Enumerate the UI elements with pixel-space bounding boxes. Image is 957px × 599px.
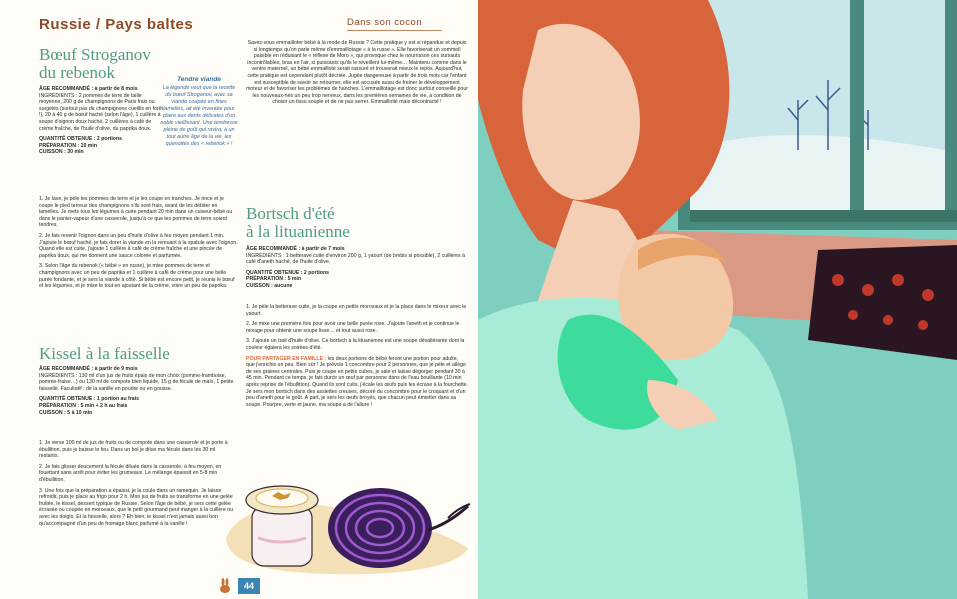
quantity: QUANTITÉ OBTENUE : 2 portions bbox=[246, 269, 329, 276]
age: ÂGE RECOMMANDÉ : à partir de 7 mois bbox=[246, 246, 345, 252]
recipe-title-bortsch bbox=[246, 205, 350, 241]
family-tip-label: POUR PARTAGER EN FAMILLE : bbox=[246, 355, 327, 362]
swaddling-article bbox=[246, 40, 468, 110]
title-line: Bœuf Stroganov bbox=[39, 45, 151, 64]
side-note-title: Tendre viande bbox=[177, 76, 221, 83]
page-number: 44 bbox=[238, 578, 260, 594]
cook: CUISSON : aucune bbox=[246, 282, 293, 289]
step: 1. Je pèle la betterave cuite, je la coupe en petits morceaux et je la place dans le mixeur avec le yaourt. bbox=[246, 304, 467, 317]
side-note-text: La légende veut que la recette du bœuf Stroganov, avec sa viande coupée en fines lamelles, ait été inventée pour plaire aux dents délicates d'un noble vieillissant. Une tendresse pleine de goût qui ravira, à un tout autre âge de la vie, les quenottes des « rebenok » ! bbox=[160, 85, 238, 147]
ingredients: INGRÉDIENTS : 1 betterave cuite d'environ 200 g, 1 yaourt (de brebis si possible), 2 cuillères à café d'aneth haché, de l'huile d'olive. bbox=[246, 252, 465, 266]
step: 1. Je verse 100 ml de jus de fruits ou de compote dans une casserole et je porte à ébullition, puis je baisse le feu. Dans un bol je dilue ma fécule dans les 30 ml restants. bbox=[39, 440, 228, 460]
cook: CUISSON : 30 min bbox=[39, 149, 84, 156]
step: 3. Une fois que la préparation a épaissi, je la coule dans un ramequin. Je laisse refroidir, puis je place au frigo pour 2 h. Mon jus de fruits se transforme en une gelée fruitée, le kissel, dessert typique de Russie. Selon l'âge de bébé, je sers cette gelée écrasée ou coupée en morceaux, que le petit gourmand peut manger à la cuillère ou avec les doigts. Et la faisselle, alors ? Eh bien, le kissel n'est jamais aussi bon qu'accompagné d'un peu de fromage blanc parfumé à la vanille ! bbox=[39, 487, 234, 527]
step: 2. Je fais revenir l'oignon dans un peu d'huile d'olive à feu moyen pendant 1 min. J'ajoute le bœuf haché, je fais dorer la viande en la remuant à la spatule avec l'oignon. Quand elle est cuite, j'ajoute 1 cuillère à café de crème fraîche et une pincée de paprika doux, qui me donnent une sauce colorée et parfumée. bbox=[39, 232, 238, 259]
age: ÂGE RECOMMANDÉ : à partir de 9 mois bbox=[39, 366, 138, 372]
step: 3. J'ajoute un trait d'huile d'olive. Ce bortsch à la lituanienne est une soupe désaltérante dont la couleur égaiera les soirées d'été. bbox=[246, 338, 465, 351]
step: 2. Je fais glisser doucement la fécule diluée dans la casserole, à feu moyen, en fouettant sans arrêt pour éviter les grumeaux. Le mélange épaissit en 5-8 min d'ébullition. bbox=[39, 463, 222, 483]
family-tip-text: les deux portions de bébé feront une portion pour adulte, que j'enrichis un peu. Bien sûr ! Je prévois 1 concombre pour 2 personnes, que je pèle et allège de ses graines centrales. Puis je coupe en petits cubes, je sale et laisse dégorger pendant 30 à 45 min. Pendant ce temps, je fais durcir un œuf par personne dans de l'eau bouillante (10 min après reprise de l'ébullition). Quand ils sont cuits, j'écale les œufs puis les écrase à la fourchette. Je sers mon bortsch dans des assiettes creuses, décoré du concombre pour le croquant et d'un peu d'aneth pour le goût. À part, je sers les œufs broyés, que chacun peut émietter dans sa soupe. Pourpre, verte et jaune, ma soupe a de l'allure ! bbox=[246, 355, 468, 408]
faisselle-pot-illustration bbox=[246, 486, 318, 566]
step: 3. Selon l'âge du rebenok (« bébé » en russe), je mixe pommes de terre et champignons avec un peu de paprika et 1 cuillère à café de crème pour une belle purée fondante, et je sers la viande à côté. Si bébé est encore petit, je réunis le bœuf et les légumes, et je mixe le tout en ajoutant de la crème, voire un peu de paprika. bbox=[39, 263, 235, 290]
prep: PRÉPARATION : 10 min bbox=[39, 142, 98, 149]
left-page bbox=[0, 0, 478, 599]
patterned-blanket bbox=[808, 245, 957, 360]
step: 1. Je lave, je pèle les pommes de terre et je les coupe en tranches. Je rince et je coupe le pied terreux des champignons s'ils sont frais, avant de les débiter en lamelles. Je mets tous les légumes à cuire pendant 20 min dans un cuiseur-bébé ou dans le panier-vapeur d'une casserole, jusqu'à ce que les pommes de terre soient tendres. bbox=[39, 196, 233, 229]
title-line: du rebenok bbox=[39, 63, 116, 82]
recipe-title-stroganov bbox=[39, 46, 151, 82]
title-line: Bortsch d'été bbox=[246, 204, 335, 223]
bortsch-steps bbox=[246, 304, 468, 412]
mother-and-baby-illustration bbox=[478, 0, 957, 599]
rabbit-icon bbox=[218, 578, 232, 594]
side-note bbox=[160, 76, 238, 148]
illustration-canvas bbox=[478, 0, 957, 599]
article-text: Savez-vous emmailloter bébé à la mode de Russie ? Cette pratique y est si répandue et depuis si longtemps qu'on parle même d'emmaillotage « à la russe ». Elle favoriserait un sommeil paisible en réduisant le « réflexe de Moro », qui provoque chez le nourrisson ces sursauts incontrôlables, bras en l'air, si puissants qu'ils le réveillent lui-même… Maintenu comme dans le ventre maternel, un bébé emmailloté serait rassuré et trouverait mieux le repos. Aujourd'hui, cette pratique est cependant plutôt décriée. Jugée dangereuse à partir de trois mois car l'enfant est susceptible de savoir se retourner, elle est accusée aussi de freiner le développement moteur et de favoriser les problèmes de hanches. L'emmaillotage est donc surtout conseillé pour les nouveaux-nés un peu trop nerveux, dans les premières semaines de vie, à condition de choisir un tissu souple et de ne pas serrer. Emmaillotié mais décontracté ! bbox=[246, 40, 468, 106]
food-illustration bbox=[218, 468, 478, 578]
quantity: QUANTITÉ OBTENUE : 2 portions bbox=[39, 136, 122, 143]
cook: CUISSON : 5 à 10 min bbox=[39, 409, 93, 416]
prep: PRÉPARATION : 5 min + 2 h au frais bbox=[39, 402, 128, 409]
quantity: QUANTITÉ OBTENUE : 1 portion au frais bbox=[39, 396, 140, 403]
kissel-info bbox=[39, 366, 239, 420]
stroganov-info bbox=[39, 86, 163, 160]
prep: PRÉPARATION : 5 min bbox=[246, 276, 302, 283]
recipe-title-kissel: Kissel à la faisselle bbox=[39, 344, 170, 363]
kissel-steps bbox=[39, 440, 235, 531]
chapter-header-rule bbox=[347, 30, 442, 31]
ingredients: INGRÉDIENTS : 130 ml d'un jus de fruits épais de mon choix (pomme-framboise, pomme-fraise…) ou 130 ml de compote bien liquide, 15 g de fécule de maïs, 1 petite faisselle. Facultatif : de la vanille en poudre ou en gousse. bbox=[39, 372, 234, 392]
stroganov-steps bbox=[39, 196, 239, 294]
title-line: à la lituanienne bbox=[246, 222, 350, 241]
ingredients: INGRÉDIENTS : 2 pommes de terre de taille moyenne, 200 g de champignons de Paris frais ou surgelés (surtout pas de champignons cueillis en forêt !), 20 à 40 g de bœuf haché (selon l'âge), 1 cuillère à soupe d'oignon doux haché, 2 cuillères à café de crème fraîche, de l'huile d'olive, du paprika doux. bbox=[39, 92, 163, 132]
family-tip bbox=[246, 356, 468, 409]
age: ÂGE RECOMMANDÉ : à partir de 8 mois bbox=[39, 86, 138, 92]
bortsch-info bbox=[246, 246, 468, 294]
step: 2. Je mixe une première fois pour avoir une belle purée rose. J'ajoute l'aneth et je continue le mixage pour obtenir une soupe lisse… et tout aussi rose. bbox=[246, 321, 460, 334]
chapter-header: Dans son cocon bbox=[347, 17, 423, 28]
section-header: Russie / Pays baltes bbox=[39, 16, 194, 33]
